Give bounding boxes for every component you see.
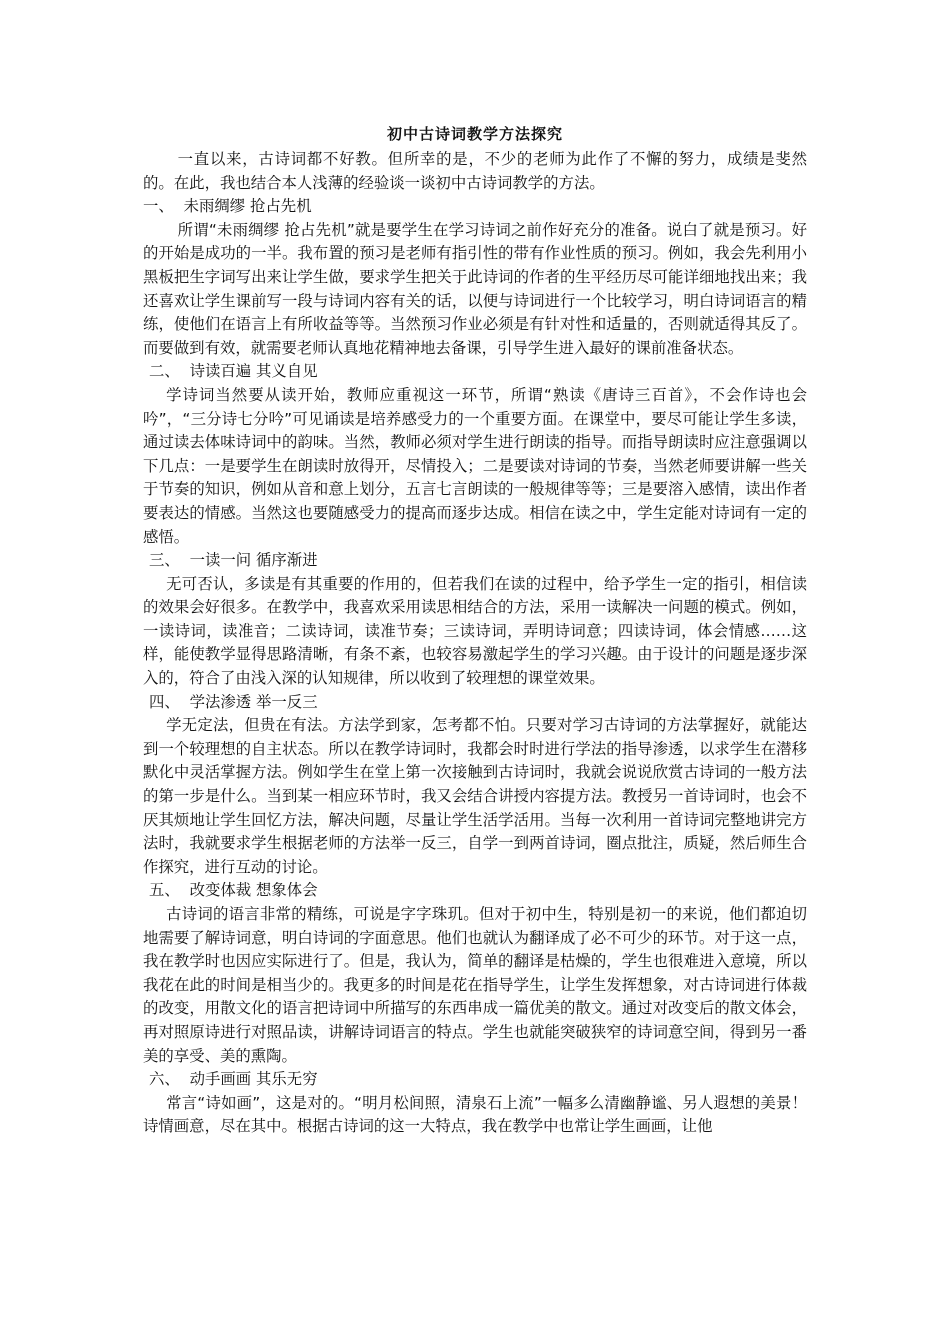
section-body-3: 无可否认，多读是有其重要的作用的，但若我们在读的过程中，给予学生一定的指引，相信读的效果会好很多。在教学中，我喜欢采用读思相结合的方法，采用一读解决一问题的模式。例如，一读诗词，读准音；二读诗词，读准节奏；三读诗词，弄明诗词意；四读诗词，体会情感……这样，能使教学显得思路清晰，有条不紊，也较容易激起学生的学习兴趣。由于设计的问题是逐步深入的，符合了由浅入深的认知规律，所以收到了较理想的课堂效果。 bbox=[143, 574, 807, 688]
document-page bbox=[143, 124, 807, 1139]
document-title: 初中古诗词教学方法探究 bbox=[386, 125, 563, 143]
section-heading-2: 二、 诗读百遍 其义自见 bbox=[149, 362, 318, 381]
section-body-1: 所谓“未雨绸缪 抢占先机”就是要学生在学习诗词之前作好充分的准备。说白了就是预习。好的开始是成功的一半。我布置的预习是老师有指引性的带有作业性质的预习。例如，我会先利用小黑板把生字词写出来让学生做，要求学生把关于此诗词的作者的生平经历尽可能详细地找出来；我还喜欢让学生课前写一段与诗词内容有关的话，以便与诗词进行一个比较学习，明白诗词语言的精练，使他们在语言上有所收益等等。当然预习作业必须是有针对性和适量的，否则就适得其反了。而要做到有效，就需要老师认真地花精神地去备课，引导学生进入最好的课前准备状态。 bbox=[143, 220, 807, 357]
section-body-2: 学诗词当然要从读开始，教师应重视这一环节，所谓“熟读《唐诗三百首》，不会作诗也会吟”，“三分诗七分吟”可见诵读是培养感受力的一个重要方面。在课堂中，要尽可能让学生多读，通过读去体味诗词中的韵味。当然，教师必须对学生进行朗读的指导。而指导朗读时应注意强调以下几点：一是要学生在朗读时放得开，尽情投入；二是要读对诗词的节奏，当然老师要讲解一些关于节奏的知识，例如从音和意上划分，五言七言朗读的一般规律等等；三是要溶入感情，读出作者要表达的情感。当然这也要随感受力的提高而逐步达成。相信在读之中，学生定能对诗词有一定的感悟。 bbox=[143, 385, 807, 546]
section-body-5: 古诗词的语言非常的精练，可说是字字珠玑。但对于初中生，特别是初一的来说，他们都迫切地需要了解诗词意，明白诗词的字面意思。他们也就认为翻译成了必不可少的环节。对于这一点，我在教学时也因应实际进行了。但是，我认为，简单的翻译是枯燥的，学生也很难进入意境，所以我花在此的时间是相当少的。我更多的时间是花在指导学生，让学生发挥想象，对古诗词进行体裁的改变，用散文化的语言把诗词中所描写的东西串成一篇优美的散文。通过对改变后的散文体会，再对照原诗进行对照品读，讲解诗词语言的特点。学生也就能突破狭窄的诗词意空间，得到另一番美的享受、美的熏陶。 bbox=[143, 905, 807, 1065]
intro-paragraph: 一直以来，古诗词都不好教。但所幸的是，不少的老师为此作了不懈的努力，成绩是斐然的。在此，我也结合本人浅薄的经验谈一谈初中古诗词教学的方法。 bbox=[143, 150, 807, 192]
section-heading-3: 三、 一读一问 循序渐进 bbox=[149, 551, 318, 570]
section-heading-6: 六、 动手画画 其乐无穷 bbox=[149, 1070, 318, 1089]
section-heading-1: 一、 未雨绸缪 抢占先机 bbox=[143, 197, 312, 216]
section-heading-4: 四、 学法渗透 举一反三 bbox=[149, 692, 318, 711]
section-body-6: 常言“诗如画”，这是对的。“明月松间照，清泉石上流”一幅多么清幽静谧、另人遐想的美景！诗情画意，尽在其中。根据古诗词的这一大特点，我在教学中也常让学生画画，让他 bbox=[143, 1093, 807, 1136]
section-body-4: 学无定法，但贵在有法。方法学到家，怎考都不怕。只要对学习古诗词的方法掌握好，就能达到一个较理想的自主状态。所以在教学诗词时，我都会时时进行学法的指导渗透，以求学生在潜移默化中灵活掌握方法。例如学生在堂上第一次接触到古诗词时，我就会说说欣赏古诗词的一般方法的第一步是什么。当到某一相应环节时，我又会结合讲授内容提方法。教授另一首诗词时，也会不厌其烦地让学生回忆方法，解决问题，尽量让学生活学活用。当每一次利用一首诗词完整地讲完方法时，我就要求学生根据老师的方法举一反三，自学一到两首诗词，圈点批注，质疑，然后师生合作探究，进行互动的讨论。 bbox=[143, 716, 807, 876]
section-heading-5: 五、 改变体裁 想象体会 bbox=[149, 881, 318, 900]
